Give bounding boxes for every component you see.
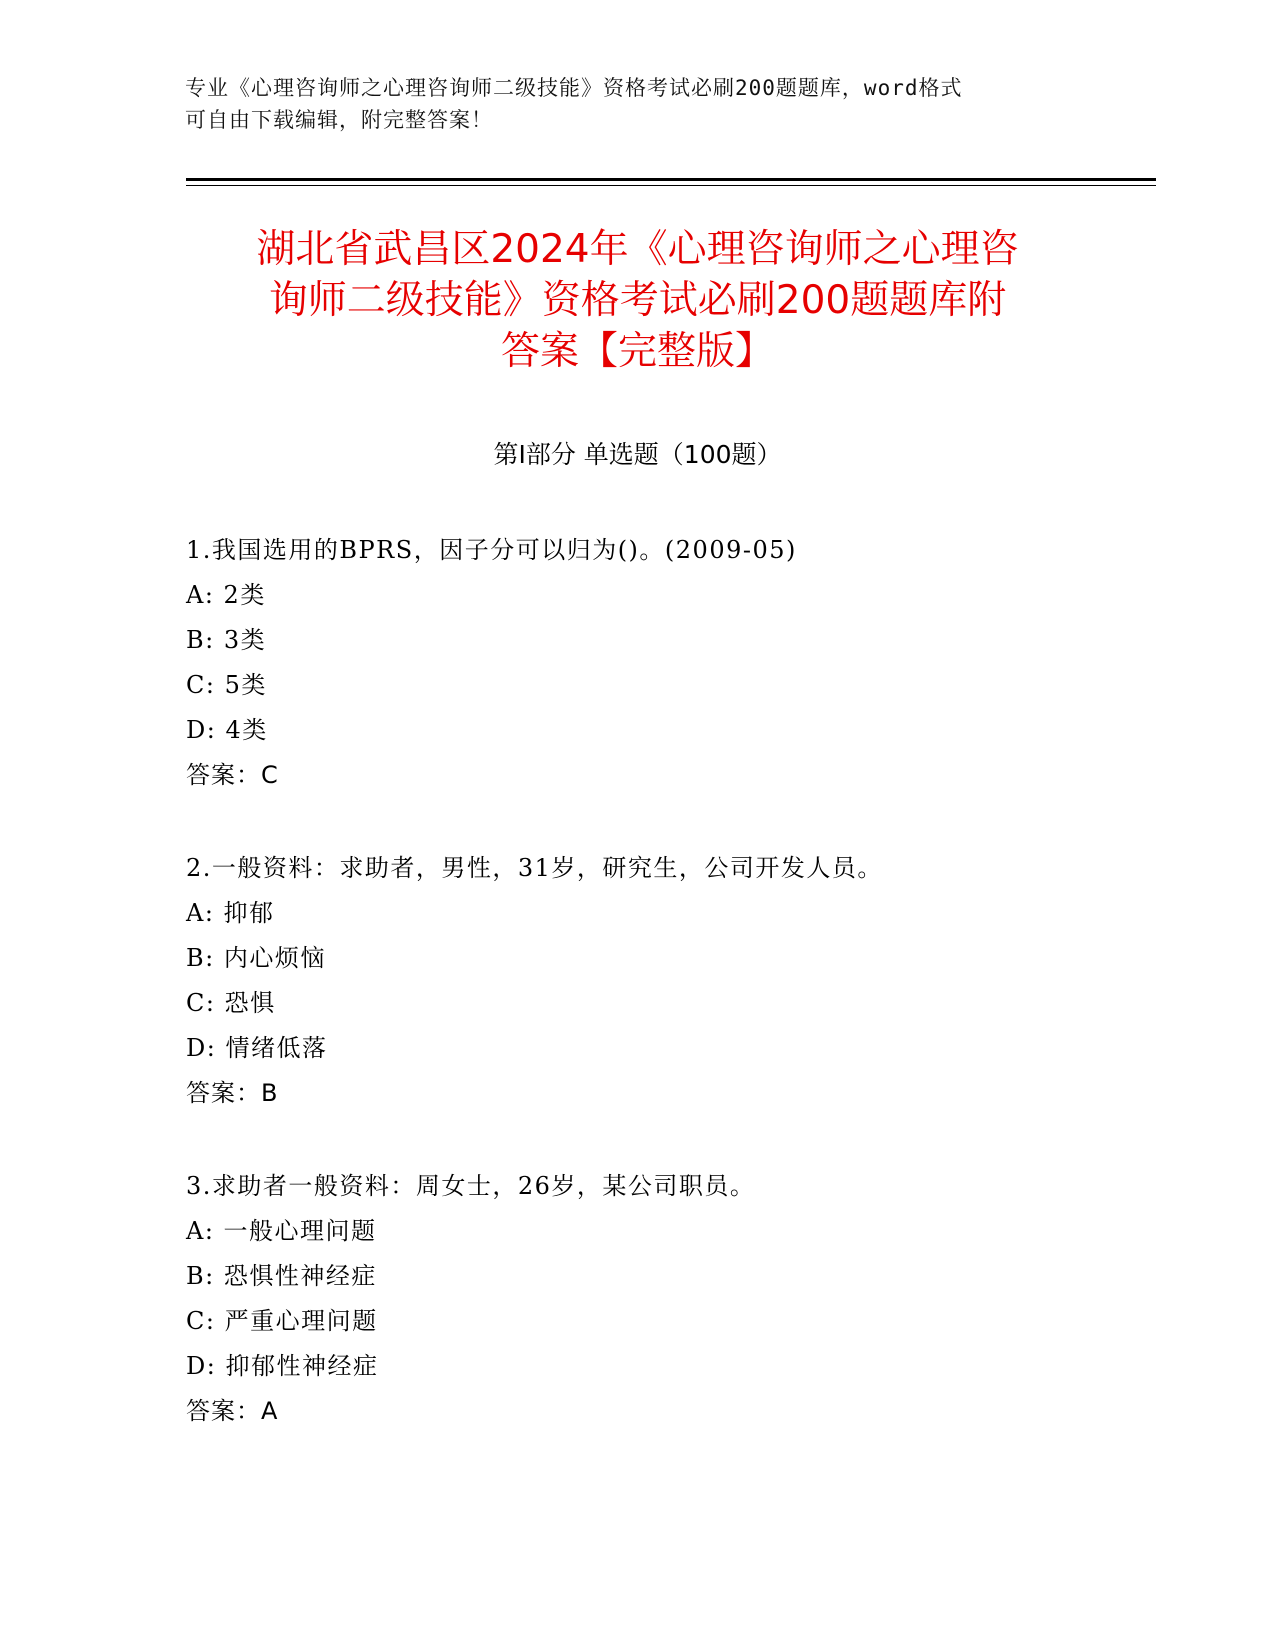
question-stem: 2.一般资料：求助者，男性，31岁，研究生，公司开发人员。 bbox=[186, 854, 883, 882]
header-note-line-2: 可自由下载编辑，附完整答案！ bbox=[185, 108, 493, 132]
option-d: D: 情绪低落 bbox=[186, 1034, 328, 1062]
option-a: A: 抑郁 bbox=[186, 899, 275, 927]
option-c: C: 恐惧 bbox=[186, 989, 276, 1017]
question-2 bbox=[186, 846, 1146, 1116]
option-b: B: 内心烦恼 bbox=[186, 944, 326, 972]
option-b: B: 恐惧性神经症 bbox=[186, 1262, 377, 1290]
option-a: A: 2类 bbox=[186, 581, 266, 609]
option-d: D: 抑郁性神经症 bbox=[186, 1352, 379, 1380]
document-title bbox=[150, 224, 1125, 377]
answer: 答案：B bbox=[186, 1079, 279, 1107]
option-d: D: 4类 bbox=[186, 716, 268, 744]
header-note bbox=[185, 72, 1065, 136]
answer: 答案：C bbox=[186, 761, 279, 789]
header-divider-thick bbox=[186, 178, 1156, 181]
option-c: C: 严重心理问题 bbox=[186, 1307, 378, 1335]
section-title: 第I部分 单选题（100题） bbox=[493, 440, 782, 469]
option-c: C: 5类 bbox=[186, 671, 267, 699]
option-b: B: 3类 bbox=[186, 626, 267, 654]
question-3 bbox=[186, 1164, 1146, 1434]
document-title-line-3: 答案【完整版】 bbox=[500, 329, 774, 374]
answer: 答案：A bbox=[186, 1397, 279, 1425]
question-stem: 1.我国选用的BPRS，因子分可以归为()。(2009-05) bbox=[186, 536, 797, 564]
option-a: A: 一般心理问题 bbox=[186, 1217, 377, 1245]
header-note-line-1: 专业《心理咨询师之心理咨询师二级技能》资格考试必刷200题题库，word格式 bbox=[185, 76, 963, 100]
header-divider-thin bbox=[186, 185, 1156, 186]
document-title-line-1: 湖北省武昌区2024年《心理咨询师之心理咨 bbox=[256, 227, 1019, 272]
question-1 bbox=[186, 528, 1146, 798]
document-title-line-2: 询师二级技能》资格考试必刷200题题库附 bbox=[268, 278, 1007, 323]
question-stem: 3.求助者一般资料：周女士，26岁，某公司职员。 bbox=[186, 1172, 756, 1200]
